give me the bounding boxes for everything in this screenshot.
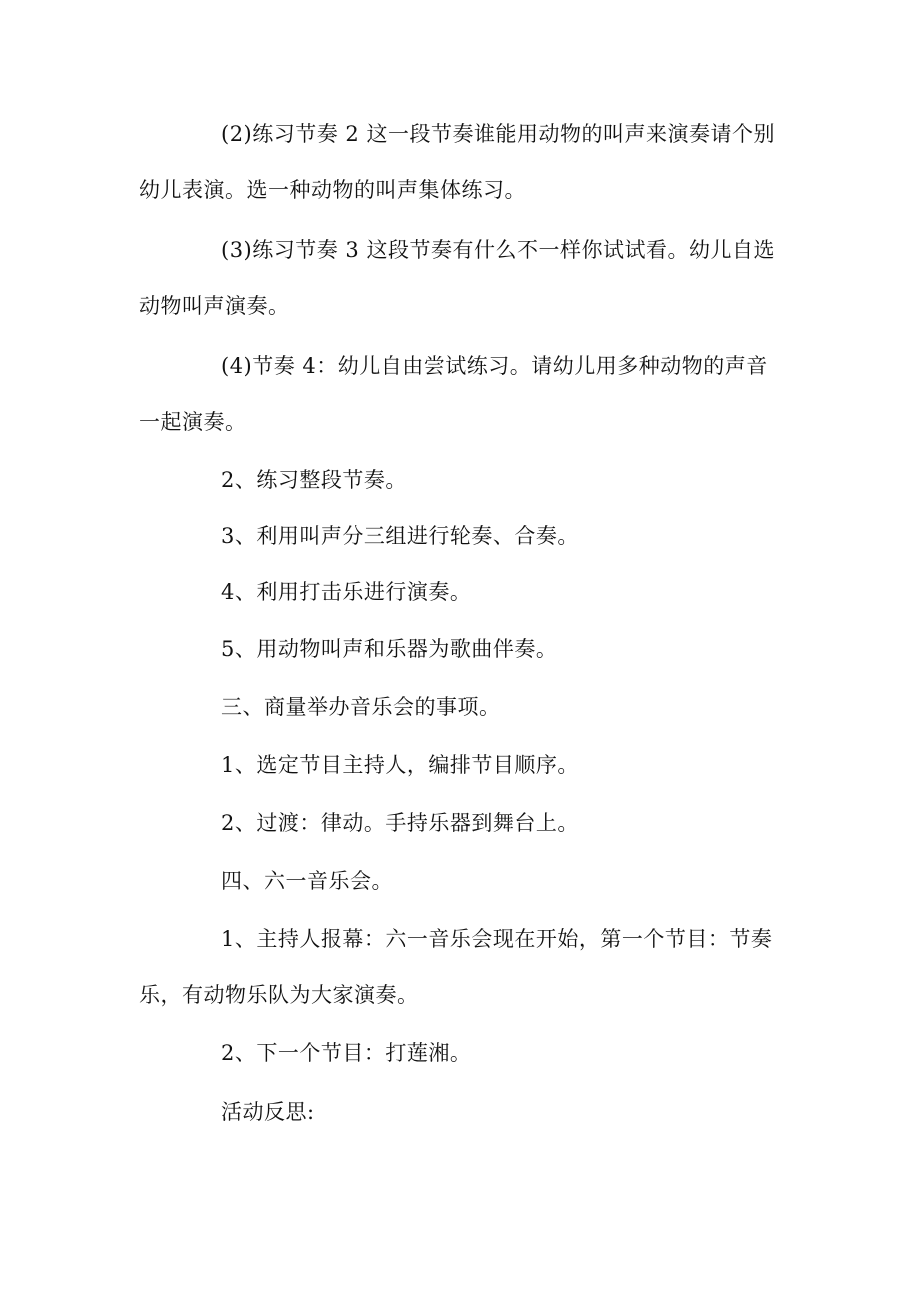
paragraph-line: (4)节奏 4：幼儿自由尝试练习。请幼儿用多种动物的声音 (221, 354, 768, 378)
paragraph-line: 乐，有动物乐队为大家演奏。 (139, 983, 419, 1007)
paragraph-line: (2)练习节奏 2 这一段节奏谁能用动物的叫声来演奏请个别 (221, 122, 775, 146)
list-item: 5、用动物叫声和乐器为歌曲伴奏。 (221, 637, 558, 661)
paragraph-line: (3)练习节奏 3 这段节奏有什么不一样你试试看。幼儿自选 (221, 238, 775, 262)
list-item: 3、利用叫声分三组进行轮奏、合奏。 (221, 524, 579, 548)
list-item: 2、练习整段节奏。 (221, 468, 407, 492)
paragraph-line: 一起演奏。 (139, 410, 247, 434)
section-heading: 活动反思: (221, 1100, 315, 1124)
paragraph-line: 动物叫声演奏。 (139, 294, 290, 318)
section-heading: 四、六一音乐会。 (221, 869, 393, 893)
paragraph-line: 1、主持人报幕：六一音乐会现在开始，第一个节目：节奏 (221, 927, 773, 951)
list-item: 2、过渡：律动。手持乐器到舞台上。 (221, 811, 579, 835)
list-item: 2、下一个节目：打莲湘。 (221, 1041, 472, 1065)
list-item: 1、选定节目主持人，编排节目顺序。 (221, 753, 579, 777)
paragraph-line: 幼儿表演。选一种动物的叫声集体练习。 (139, 178, 526, 202)
section-heading: 三、商量举办音乐会的事项。 (221, 695, 501, 719)
list-item: 4、利用打击乐进行演奏。 (221, 580, 472, 604)
